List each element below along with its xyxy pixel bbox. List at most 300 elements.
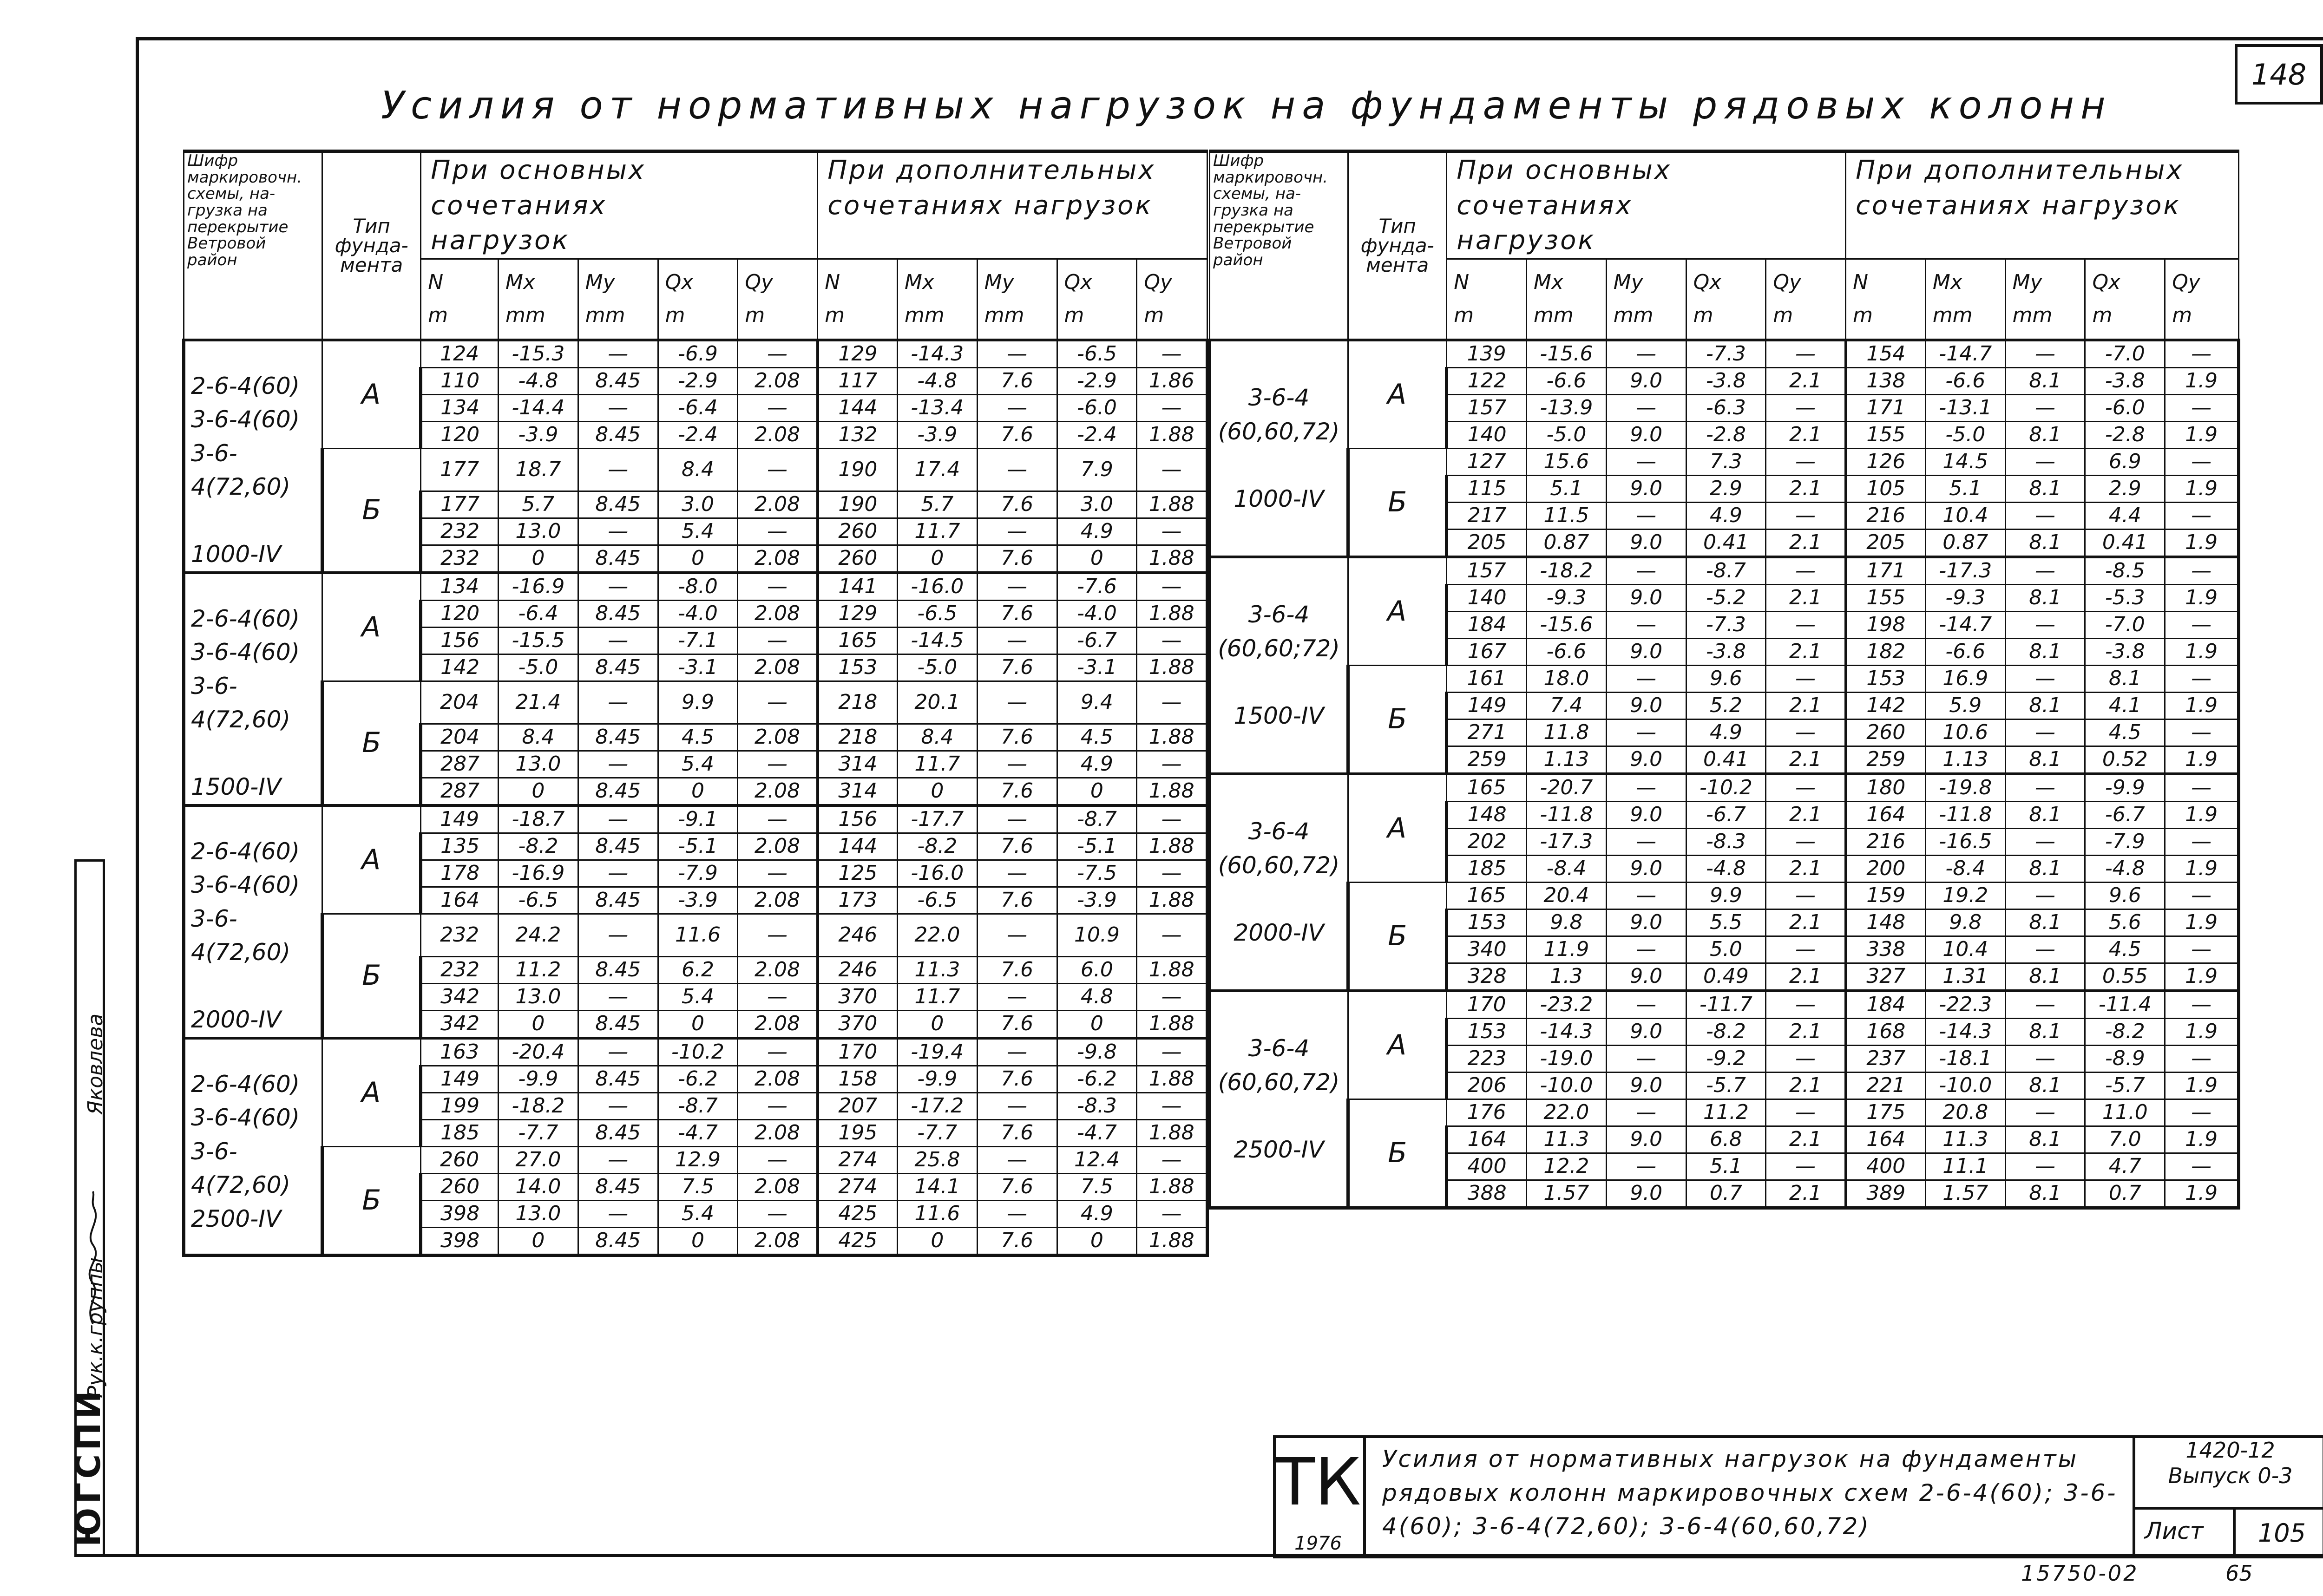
value-cell: 126 bbox=[1846, 448, 1926, 475]
value-cell: 0.52 bbox=[2085, 746, 2165, 774]
value-cell: -22.3 bbox=[1925, 991, 2005, 1019]
value-cell: 7.6 bbox=[977, 778, 1057, 805]
value-cell: 1.9 bbox=[2165, 746, 2239, 774]
value-cell: — bbox=[1606, 557, 1686, 585]
value-cell: 7.0 bbox=[2085, 1126, 2165, 1153]
value-cell: 9.0 bbox=[1606, 746, 1686, 774]
value-cell: 8.45 bbox=[578, 1173, 658, 1200]
value-cell: 7.4 bbox=[1527, 692, 1607, 719]
value-cell: -8.2 bbox=[2085, 1018, 2165, 1045]
value-cell: 120 bbox=[421, 600, 499, 627]
value-cell: 11.7 bbox=[897, 518, 977, 545]
value-cell: 141 bbox=[818, 573, 898, 601]
value-cell: 22.0 bbox=[1527, 1099, 1607, 1126]
value-cell: -3.8 bbox=[2085, 367, 2165, 394]
value-cell: 8.45 bbox=[578, 956, 658, 983]
value-cell: 12.2 bbox=[1527, 1153, 1607, 1180]
table-row bbox=[1210, 991, 2239, 1019]
value-cell: 398 bbox=[421, 1200, 499, 1227]
value-cell: 164 bbox=[421, 887, 499, 914]
logo-mark: ТК bbox=[1275, 1445, 1361, 1520]
value-cell: 14.1 bbox=[897, 1173, 977, 1200]
col-header-mx: Mx mm bbox=[897, 259, 977, 340]
value-cell: 2.08 bbox=[738, 887, 818, 914]
value-cell: 237 bbox=[1846, 1045, 1926, 1072]
value-cell: -15.5 bbox=[499, 627, 578, 654]
value-cell: 216 bbox=[1846, 502, 1926, 529]
value-cell: 8.45 bbox=[578, 421, 658, 448]
value-cell: 274 bbox=[818, 1173, 898, 1200]
page-title: Усилия от нормативных нагрузок на фундаменты рядовых колонн bbox=[381, 84, 2112, 128]
value-cell: -18.2 bbox=[1527, 557, 1607, 585]
value-cell: — bbox=[1766, 1045, 1846, 1072]
value-cell: 1.9 bbox=[2165, 855, 2239, 882]
value-cell: 5.1 bbox=[1527, 475, 1607, 502]
value-cell: -6.5 bbox=[897, 887, 977, 914]
value-cell: 1.88 bbox=[1137, 545, 1207, 573]
value-cell: 400 bbox=[1447, 1153, 1527, 1180]
value-cell: — bbox=[1766, 828, 1846, 855]
value-cell: — bbox=[977, 914, 1057, 956]
value-cell: — bbox=[2005, 1099, 2085, 1126]
value-cell: -14.4 bbox=[499, 394, 578, 421]
value-cell: 7.6 bbox=[977, 654, 1057, 681]
value-cell: -19.0 bbox=[1527, 1045, 1607, 1072]
value-cell: 149 bbox=[421, 805, 499, 833]
value-cell: 185 bbox=[1447, 855, 1527, 882]
value-cell: 11.8 bbox=[1527, 719, 1607, 746]
value-cell: 0 bbox=[658, 1227, 738, 1255]
value-cell: — bbox=[2165, 394, 2239, 421]
value-cell: 140 bbox=[1447, 584, 1527, 611]
value-cell: 0.41 bbox=[2085, 529, 2165, 557]
value-cell: — bbox=[1766, 557, 1846, 585]
value-cell: — bbox=[1137, 751, 1207, 778]
value-cell: 124 bbox=[421, 340, 499, 368]
col-header-n: N m bbox=[1447, 259, 1527, 340]
value-cell: — bbox=[1137, 983, 1207, 1010]
value-cell: 1.88 bbox=[1137, 491, 1207, 518]
value-cell: 2.08 bbox=[738, 956, 818, 983]
value-cell: 125 bbox=[818, 860, 898, 887]
col-header-my: My mm bbox=[1606, 259, 1686, 340]
value-cell: 389 bbox=[1846, 1180, 1926, 1208]
foundation-type-cell: Б bbox=[322, 914, 421, 1038]
value-cell: 198 bbox=[1846, 611, 1926, 638]
value-cell: 0 bbox=[897, 1010, 977, 1038]
value-cell: — bbox=[2165, 502, 2239, 529]
value-cell: 1.88 bbox=[1137, 724, 1207, 751]
value-cell: -4.0 bbox=[1057, 600, 1137, 627]
value-cell: 11.9 bbox=[1527, 936, 1607, 963]
table-row bbox=[1210, 1099, 2239, 1126]
value-cell: -6.6 bbox=[1527, 367, 1607, 394]
value-cell: -3.9 bbox=[658, 887, 738, 914]
value-cell: 159 bbox=[1846, 882, 1926, 909]
value-cell: 200 bbox=[1846, 855, 1926, 882]
col-header-my: My mm bbox=[578, 259, 658, 340]
value-cell: 6.2 bbox=[658, 956, 738, 983]
value-cell: -8.4 bbox=[1527, 855, 1607, 882]
value-cell: 218 bbox=[818, 724, 898, 751]
value-cell: 260 bbox=[1846, 719, 1926, 746]
value-cell: 8.1 bbox=[2005, 1072, 2085, 1099]
value-cell: -16.9 bbox=[499, 860, 578, 887]
value-cell: — bbox=[2005, 882, 2085, 909]
table-row bbox=[1210, 882, 2239, 909]
sheet-number: 105 bbox=[2233, 1507, 2323, 1558]
value-cell: 5.4 bbox=[658, 518, 738, 545]
value-cell: 1.88 bbox=[1137, 778, 1207, 805]
value-cell: 4.5 bbox=[2085, 719, 2165, 746]
value-cell: 0 bbox=[658, 1010, 738, 1038]
value-cell: 6.8 bbox=[1686, 1126, 1766, 1153]
value-cell: 13.0 bbox=[499, 751, 578, 778]
value-cell: — bbox=[738, 448, 818, 491]
value-cell: -4.0 bbox=[658, 600, 738, 627]
value-cell: 7.6 bbox=[977, 833, 1057, 860]
value-cell: -5.0 bbox=[1925, 421, 2005, 448]
value-cell: 2.1 bbox=[1766, 421, 1846, 448]
foundation-type-cell: Б bbox=[1348, 665, 1447, 774]
value-cell: 1.88 bbox=[1137, 1119, 1207, 1146]
value-cell: — bbox=[738, 1038, 818, 1066]
value-cell: 9.0 bbox=[1606, 584, 1686, 611]
value-cell: 20.1 bbox=[897, 681, 977, 724]
value-cell: -23.2 bbox=[1527, 991, 1607, 1019]
value-cell: 216 bbox=[1846, 828, 1926, 855]
value-cell: — bbox=[2165, 991, 2239, 1019]
value-cell: 2.08 bbox=[738, 1066, 818, 1092]
value-cell: — bbox=[1766, 502, 1846, 529]
value-cell: 4.8 bbox=[1057, 983, 1137, 1010]
value-cell: 8.1 bbox=[2005, 855, 2085, 882]
value-cell: 9.0 bbox=[1606, 801, 1686, 828]
value-cell: -9.8 bbox=[1057, 1038, 1137, 1066]
value-cell: -8.7 bbox=[658, 1092, 738, 1119]
value-cell: 8.45 bbox=[578, 778, 658, 805]
value-cell: — bbox=[2165, 448, 2239, 475]
value-cell: 2.1 bbox=[1766, 1126, 1846, 1153]
value-cell: 165 bbox=[1447, 774, 1527, 802]
value-cell: — bbox=[578, 1038, 658, 1066]
value-cell: -5.0 bbox=[499, 654, 578, 681]
value-cell: — bbox=[1606, 719, 1686, 746]
value-cell: 5.2 bbox=[1686, 692, 1766, 719]
value-cell: 8.1 bbox=[2085, 665, 2165, 692]
value-cell: — bbox=[2165, 340, 2239, 368]
value-cell: — bbox=[2165, 665, 2239, 692]
schema-cell: 3-6-4 (60,60,72) 1000-IV bbox=[1210, 340, 1348, 557]
value-cell: -5.2 bbox=[1686, 584, 1766, 611]
value-cell: 127 bbox=[1447, 448, 1527, 475]
value-cell: -3.1 bbox=[658, 654, 738, 681]
value-cell: -9.2 bbox=[1686, 1045, 1766, 1072]
value-cell: 0 bbox=[499, 778, 578, 805]
value-cell: 2.1 bbox=[1766, 746, 1846, 774]
value-cell: 135 bbox=[421, 833, 499, 860]
value-cell: -7.3 bbox=[1686, 611, 1766, 638]
value-cell: -7.0 bbox=[2085, 611, 2165, 638]
value-cell: 10.4 bbox=[1925, 936, 2005, 963]
value-cell: -13.4 bbox=[897, 394, 977, 421]
value-cell: 0.7 bbox=[2085, 1180, 2165, 1208]
value-cell: 11.7 bbox=[897, 983, 977, 1010]
value-cell: 2.9 bbox=[1686, 475, 1766, 502]
value-cell: 2.1 bbox=[1766, 638, 1846, 665]
value-cell: -17.3 bbox=[1925, 557, 2005, 585]
table-row bbox=[1210, 557, 2239, 585]
value-cell: 9.0 bbox=[1606, 1126, 1686, 1153]
approval-name: Яковлева bbox=[84, 1013, 107, 1115]
value-cell: 144 bbox=[818, 833, 898, 860]
value-cell: — bbox=[578, 983, 658, 1010]
value-cell: -18.2 bbox=[499, 1092, 578, 1119]
value-cell: -6.5 bbox=[1057, 340, 1137, 368]
value-cell: -3.1 bbox=[1057, 654, 1137, 681]
value-cell: 2.08 bbox=[738, 421, 818, 448]
value-cell: 0.55 bbox=[2085, 963, 2165, 991]
value-cell: — bbox=[578, 518, 658, 545]
value-cell: 5.5 bbox=[1686, 909, 1766, 936]
value-cell: — bbox=[1766, 936, 1846, 963]
value-cell: — bbox=[1137, 681, 1207, 724]
value-cell: 0.49 bbox=[1686, 963, 1766, 991]
value-cell: — bbox=[578, 448, 658, 491]
value-cell: 314 bbox=[818, 751, 898, 778]
value-cell: 8.1 bbox=[2005, 1126, 2085, 1153]
value-cell: 11.5 bbox=[1527, 502, 1607, 529]
value-cell: 9.0 bbox=[1606, 1018, 1686, 1045]
value-cell: -15.3 bbox=[499, 340, 578, 368]
schema-cell: 3-6-4 (60,60,72) 2500-IV bbox=[1210, 991, 1348, 1208]
value-cell: 260 bbox=[818, 545, 898, 573]
value-cell: -20.7 bbox=[1527, 774, 1607, 802]
value-cell: -7.3 bbox=[1686, 340, 1766, 368]
value-cell: 148 bbox=[1846, 909, 1926, 936]
value-cell: — bbox=[738, 518, 818, 545]
value-cell: — bbox=[1137, 573, 1207, 601]
value-cell: -6.6 bbox=[1527, 638, 1607, 665]
value-cell: 0 bbox=[499, 545, 578, 573]
value-cell: 171 bbox=[1846, 557, 1926, 585]
value-cell: 1.9 bbox=[2165, 1126, 2239, 1153]
value-cell: -7.5 bbox=[1057, 860, 1137, 887]
value-cell: 157 bbox=[1447, 394, 1527, 421]
value-cell: 0.7 bbox=[1686, 1180, 1766, 1208]
value-cell: -2.4 bbox=[1057, 421, 1137, 448]
table-row bbox=[184, 805, 1207, 833]
value-cell: 9.8 bbox=[1527, 909, 1607, 936]
value-cell: 161 bbox=[1447, 665, 1527, 692]
value-cell: 8.45 bbox=[578, 887, 658, 914]
value-cell: -19.8 bbox=[1925, 774, 2005, 802]
value-cell: — bbox=[578, 805, 658, 833]
value-cell: 13.0 bbox=[499, 518, 578, 545]
value-cell: -5.1 bbox=[658, 833, 738, 860]
foundation-type-cell: Б bbox=[322, 448, 421, 573]
value-cell: — bbox=[1766, 1153, 1846, 1180]
foundation-type-cell: А bbox=[1348, 340, 1447, 449]
value-cell: -7.7 bbox=[897, 1119, 977, 1146]
value-cell: — bbox=[1766, 448, 1846, 475]
value-cell: 217 bbox=[1447, 502, 1527, 529]
value-cell: 2.08 bbox=[738, 1119, 818, 1146]
value-cell: 425 bbox=[818, 1227, 898, 1255]
value-cell: 153 bbox=[1447, 909, 1527, 936]
value-cell: 8.4 bbox=[658, 448, 738, 491]
value-cell: -8.2 bbox=[897, 833, 977, 860]
value-cell: 204 bbox=[421, 681, 499, 724]
force-table-body bbox=[1210, 340, 2239, 1208]
col-header-qx: Qx m bbox=[2085, 259, 2165, 340]
value-cell: 8.1 bbox=[2005, 746, 2085, 774]
value-cell: 122 bbox=[1447, 367, 1527, 394]
value-cell: 9.0 bbox=[1606, 638, 1686, 665]
value-cell: -8.5 bbox=[2085, 557, 2165, 585]
value-cell: -4.8 bbox=[499, 367, 578, 394]
table-row bbox=[184, 681, 1207, 724]
value-cell: 2.08 bbox=[738, 491, 818, 518]
value-cell: -8.4 bbox=[1925, 855, 2005, 882]
table-row bbox=[184, 573, 1207, 601]
value-cell: -3.8 bbox=[1686, 367, 1766, 394]
value-cell: — bbox=[977, 1146, 1057, 1173]
value-cell: 2.1 bbox=[1766, 855, 1846, 882]
value-cell: 9.0 bbox=[1606, 855, 1686, 882]
value-cell: 342 bbox=[421, 983, 499, 1010]
value-cell: 13.0 bbox=[499, 1200, 578, 1227]
value-cell: — bbox=[738, 394, 818, 421]
value-cell: — bbox=[1137, 627, 1207, 654]
value-cell: 27.0 bbox=[499, 1146, 578, 1173]
value-cell: -17.2 bbox=[897, 1092, 977, 1119]
title-block-logo bbox=[1273, 1435, 1366, 1558]
value-cell: 7.6 bbox=[977, 1010, 1057, 1038]
value-cell: — bbox=[1137, 1092, 1207, 1119]
value-cell: — bbox=[2165, 611, 2239, 638]
value-cell: — bbox=[977, 394, 1057, 421]
value-cell: -3.9 bbox=[897, 421, 977, 448]
col-header-mx: Mx mm bbox=[499, 259, 578, 340]
value-cell: — bbox=[1137, 394, 1207, 421]
value-cell: 2.1 bbox=[1766, 963, 1846, 991]
value-cell: -17.7 bbox=[897, 805, 977, 833]
value-cell: — bbox=[738, 860, 818, 887]
value-cell: 2.08 bbox=[738, 1173, 818, 1200]
value-cell: — bbox=[1137, 340, 1207, 368]
value-cell: 110 bbox=[421, 367, 499, 394]
value-cell: 11.1 bbox=[1925, 1153, 2005, 1180]
value-cell: 8.4 bbox=[897, 724, 977, 751]
value-cell: 1.9 bbox=[2165, 1072, 2239, 1099]
value-cell: — bbox=[2005, 340, 2085, 368]
value-cell: — bbox=[2005, 828, 2085, 855]
schema-cell: 2-6-4(60) 3-6-4(60) 3-6-4(72,60) 1500-IV bbox=[184, 573, 322, 805]
value-cell: 176 bbox=[1447, 1099, 1527, 1126]
force-table-left bbox=[182, 150, 1209, 1257]
value-cell: 8.1 bbox=[2005, 801, 2085, 828]
value-cell: -20.4 bbox=[499, 1038, 578, 1066]
value-cell: 8.1 bbox=[2005, 529, 2085, 557]
value-cell: 177 bbox=[421, 491, 499, 518]
col-header-qy: Qy m bbox=[2165, 259, 2239, 340]
value-cell: 164 bbox=[1846, 801, 1926, 828]
table-row bbox=[1210, 774, 2239, 802]
value-cell: 2.08 bbox=[738, 1010, 818, 1038]
value-cell: -15.6 bbox=[1527, 611, 1607, 638]
value-cell: -16.9 bbox=[499, 573, 578, 601]
value-cell: 8.45 bbox=[578, 367, 658, 394]
value-cell: 178 bbox=[421, 860, 499, 887]
value-cell: 9.9 bbox=[1686, 882, 1766, 909]
value-cell: -7.6 bbox=[1057, 573, 1137, 601]
value-cell: 1.13 bbox=[1527, 746, 1607, 774]
value-cell: 8.45 bbox=[578, 833, 658, 860]
value-cell: -8.7 bbox=[1686, 557, 1766, 585]
schema-cell: 2-6-4(60) 3-6-4(60) 3-6-4(72,60) 1000-IV bbox=[184, 340, 322, 573]
value-cell: -18.1 bbox=[1925, 1045, 2005, 1072]
value-cell: 205 bbox=[1846, 529, 1926, 557]
value-cell: — bbox=[578, 1146, 658, 1173]
value-cell: 2.1 bbox=[1766, 367, 1846, 394]
value-cell: — bbox=[1606, 774, 1686, 802]
value-cell: -2.9 bbox=[1057, 367, 1137, 394]
value-cell: -2.8 bbox=[1686, 421, 1766, 448]
value-cell: 9.6 bbox=[2085, 882, 2165, 909]
value-cell: -7.9 bbox=[2085, 828, 2165, 855]
value-cell: 0 bbox=[499, 1010, 578, 1038]
issue-number: Выпуск 0-3 bbox=[2168, 1463, 2293, 1489]
value-cell: 4.7 bbox=[2085, 1153, 2165, 1180]
value-cell: 8.45 bbox=[578, 491, 658, 518]
value-cell: 157 bbox=[1447, 557, 1527, 585]
value-cell: -6.6 bbox=[1925, 367, 2005, 394]
value-cell: 2.1 bbox=[1766, 1018, 1846, 1045]
value-cell: -4.7 bbox=[658, 1119, 738, 1146]
series-code-text bbox=[2135, 1438, 2323, 1489]
value-cell: -4.8 bbox=[2085, 855, 2165, 882]
value-cell: 177 bbox=[421, 448, 499, 491]
value-cell: 149 bbox=[421, 1066, 499, 1092]
value-cell: 132 bbox=[818, 421, 898, 448]
table-row bbox=[184, 448, 1207, 491]
col-header-qx: Qx m bbox=[1686, 259, 1766, 340]
value-cell: 0 bbox=[499, 1227, 578, 1255]
value-cell: 25.8 bbox=[897, 1146, 977, 1173]
value-cell: — bbox=[2005, 502, 2085, 529]
value-cell: — bbox=[1606, 448, 1686, 475]
value-cell: — bbox=[1766, 394, 1846, 421]
value-cell: 340 bbox=[1447, 936, 1527, 963]
col-header-qx: Qx m bbox=[658, 259, 738, 340]
value-cell: — bbox=[738, 1092, 818, 1119]
value-cell: — bbox=[1606, 665, 1686, 692]
value-cell: 8.45 bbox=[578, 1227, 658, 1255]
value-cell: 11.3 bbox=[897, 956, 977, 983]
table-row bbox=[184, 1146, 1207, 1173]
value-cell: — bbox=[1606, 1045, 1686, 1072]
value-cell: — bbox=[977, 627, 1057, 654]
foundation-type-cell: Б bbox=[1348, 882, 1447, 991]
value-cell: 139 bbox=[1447, 340, 1527, 368]
value-cell: — bbox=[738, 573, 818, 601]
value-cell: 8.1 bbox=[2005, 909, 2085, 936]
value-cell: 8.45 bbox=[578, 1119, 658, 1146]
value-cell: -7.1 bbox=[658, 627, 738, 654]
value-cell: -9.3 bbox=[1527, 584, 1607, 611]
value-cell: 218 bbox=[818, 681, 898, 724]
